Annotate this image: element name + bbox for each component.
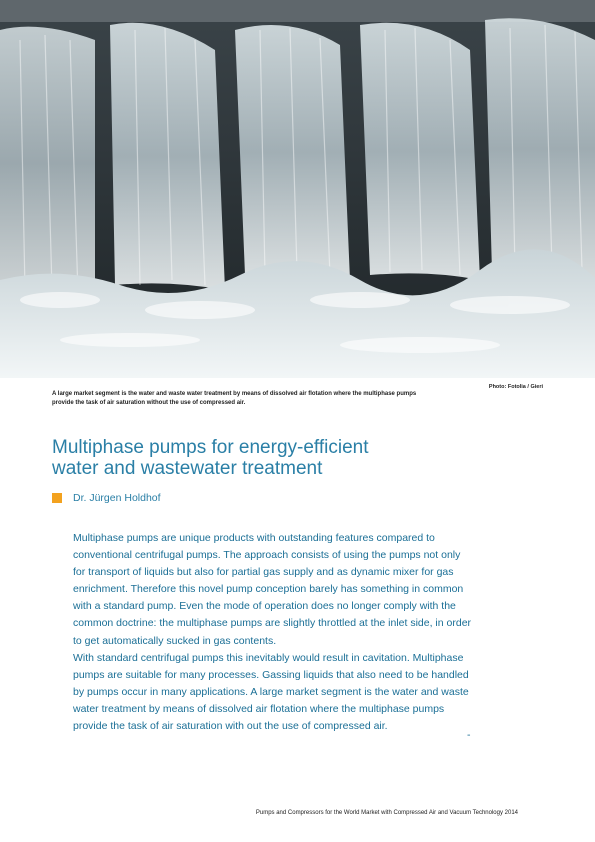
article-title-line-1: Multiphase pumps for energy-efficient [52,437,369,458]
article-body [73,530,473,735]
article-title [52,437,472,479]
author-marker-icon [52,493,62,503]
waterfall-photo [0,0,595,378]
article-title-line-2: water and wastewater treatment [52,458,323,479]
photo-credit: Photo: Fotolia / Gieri [488,384,543,390]
author-row [52,492,161,504]
article-paragraph-2: With standard centrifugal pumps this inevitably would result in cavitation. Multiphase pumps are suitable for many processes. Gassing liquids that also need to be handled by pumps occur in many applications. A large market segment is the water and waste water treatment by means of dissolved air flotation where the multiphase pumps provide the task of air saturation with out the use of compressed air. [73,651,469,733]
author-name: Dr. Jürgen Holdhof [73,492,161,504]
waterfall-illustration [0,0,595,378]
article-paragraph-1: Multiphase pumps are unique products with outstanding features compared to conventional centrifugal pumps. The approach consists of using the pumps not only for transport of liquids but also for partial gas supply and as dynamic mixer for gas enrichment. Therefore this novel pump conception barely has something in common with a standard pump. Even the mode of operation does no longer comply with the common doctrine: the multiphase pumps are slightly throttled at the inlet side, in order to get automatically sucked in gas contents. [73,532,472,647]
line-break-hyphen: - [467,729,471,741]
page-footer: Pumps and Compressors for the World Market with Compressed Air and Vacuum Technology 2014 [255,810,518,816]
photo-caption: A large market segment is the water and waste water treatment by means of dissolved air flotation where the multiphase pumps provide the task of air saturation without the use of compressed air. [52,391,417,406]
